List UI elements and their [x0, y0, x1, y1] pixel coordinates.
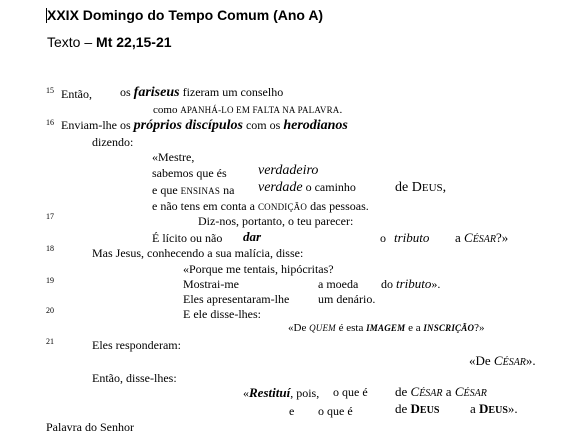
small-caps-run: EUS: [421, 182, 443, 194]
verse-number-20: 20: [46, 306, 54, 315]
reading-reference: [47, 34, 172, 50]
small-caps-run: INSCRIÇÃO: [423, 323, 475, 333]
text-line: o: [380, 231, 386, 245]
texto-label: Texto –: [47, 34, 97, 50]
text-line: [243, 385, 319, 401]
text-line: Mas Jesus, conhecendo a sua malícia, disse:: [92, 246, 304, 260]
small-caps-run: ÉSAR: [502, 357, 526, 368]
emphasis-word: verdade: [258, 180, 303, 195]
text-run: de: [395, 180, 412, 195]
text-run: D: [410, 401, 420, 416]
text-line: É lícito ou não: [152, 231, 223, 245]
text-run: do: [381, 277, 396, 291]
text-run: C: [464, 230, 473, 245]
text-run: e a: [405, 322, 424, 334]
text-run: fizeram um conselho: [182, 85, 284, 99]
emphasis-word: tributo: [394, 230, 430, 245]
text-run: , pois,: [290, 386, 320, 400]
text-run: D: [411, 180, 422, 195]
text-line: [61, 87, 92, 102]
verse-number-18: 18: [46, 244, 54, 253]
text-run: ?»: [496, 230, 509, 245]
cut-off-text: [46, 420, 136, 434]
text-run: e que: [152, 183, 181, 197]
text-line: [152, 183, 234, 198]
verse-number-16: 16: [46, 118, 54, 127]
text-line: [469, 353, 536, 369]
emphasis-word: dar: [243, 229, 262, 244]
text-line: [258, 180, 356, 196]
small-caps-run: ÉSAR: [472, 234, 497, 245]
text-run: «De: [288, 322, 310, 334]
text-run: e não tens em conta a: [152, 199, 258, 213]
text-line: E ele disse-lhes:: [183, 307, 261, 321]
text-run: Enviam-lhe os: [61, 118, 134, 132]
text-line: Então, disse-lhes:: [92, 371, 177, 385]
text-line: [395, 401, 439, 417]
text-line: [381, 276, 440, 292]
text-line: [470, 401, 518, 417]
emphasis-word: herodianos: [283, 118, 348, 133]
text-line: [120, 85, 283, 101]
text-run: de: [395, 401, 411, 416]
text-run: das pessoas.: [307, 199, 369, 213]
text-line: o que é: [333, 385, 368, 399]
text-line: «Mestre,: [152, 150, 195, 164]
text-run: ?»: [474, 322, 485, 334]
text-line: [288, 322, 485, 334]
text-line: Eles responderam:: [92, 338, 181, 352]
emphasis-word: fariseus: [133, 85, 180, 100]
small-caps-run: EUS: [488, 405, 508, 416]
text-run: D: [479, 401, 489, 416]
text-line: [152, 199, 369, 214]
small-caps-run: IMAGEM: [366, 323, 406, 333]
text-run: Palavra do Senhor: [46, 420, 134, 434]
text-run: a: [455, 230, 465, 245]
text-run: é esta: [335, 322, 367, 334]
text-line: «Porque me tentais, hipócritas?: [183, 262, 334, 276]
text-line: Diz-nos, portanto, o teu parecer:: [198, 214, 354, 228]
text-line: [455, 230, 508, 246]
text-run: .: [339, 104, 343, 116]
text-line: [61, 118, 348, 134]
text-run: «De: [469, 353, 494, 368]
page-title: XXIX Domingo do Tempo Comum (Ano A): [47, 7, 324, 23]
text-line: [395, 180, 446, 196]
small-caps-run: APANHÁ-LO EM FALTA NA PALAVRA: [180, 105, 340, 115]
text-line: [153, 104, 342, 116]
text-line: [395, 384, 487, 400]
small-caps-run: ÉSAR: [463, 388, 487, 399]
text-run: o caminho: [302, 180, 356, 194]
text-run: ».: [431, 277, 441, 291]
text-run: C: [410, 384, 420, 399]
text-line: Mostrai-me: [183, 277, 239, 291]
text-run: a: [470, 401, 480, 416]
gospel-reference: Mt 22,15-21: [96, 34, 172, 50]
text-run: ».: [525, 353, 536, 368]
verse-number-21: 21: [46, 337, 54, 346]
text-line: o que é: [318, 404, 353, 418]
small-caps-run: ÉSAR: [419, 388, 443, 399]
text-run: ».: [507, 401, 518, 416]
text-run: a: [442, 384, 455, 399]
text-run: de: [395, 384, 411, 399]
text-run: «: [243, 386, 249, 400]
small-caps-run: EUS: [419, 405, 440, 416]
text-line: e: [289, 404, 295, 418]
small-caps-run: QUEM: [309, 323, 336, 333]
emphasis-word: Restituí: [249, 385, 291, 400]
verse-number-17: 17: [46, 212, 54, 221]
emphasis-word: verdadeiro: [258, 163, 319, 178]
text-run: os: [120, 85, 131, 99]
text-line: Eles apresentaram-lhe: [183, 292, 290, 306]
text-run: Então,: [61, 87, 92, 101]
text-run: ,: [442, 180, 447, 195]
text-line: a moeda: [318, 277, 359, 291]
text-run: C: [493, 353, 503, 368]
verse-number-19: 19: [46, 276, 54, 285]
text-run: na: [220, 183, 235, 197]
emphasis-word: próprios discípulos: [133, 118, 243, 133]
text-run: com os: [242, 118, 284, 132]
text-line: sabemos que és: [152, 166, 227, 180]
small-caps-run: ENSINAS: [180, 186, 221, 196]
emphasis-word: tributo: [396, 276, 432, 291]
text-line: um denário.: [318, 292, 376, 306]
verse-number-15: 15: [46, 86, 54, 95]
text-run: como: [153, 104, 181, 116]
text-line: dizendo:: [92, 135, 134, 149]
small-caps-run: CONDIÇÃO: [257, 202, 308, 212]
text-run: C: [454, 384, 464, 399]
